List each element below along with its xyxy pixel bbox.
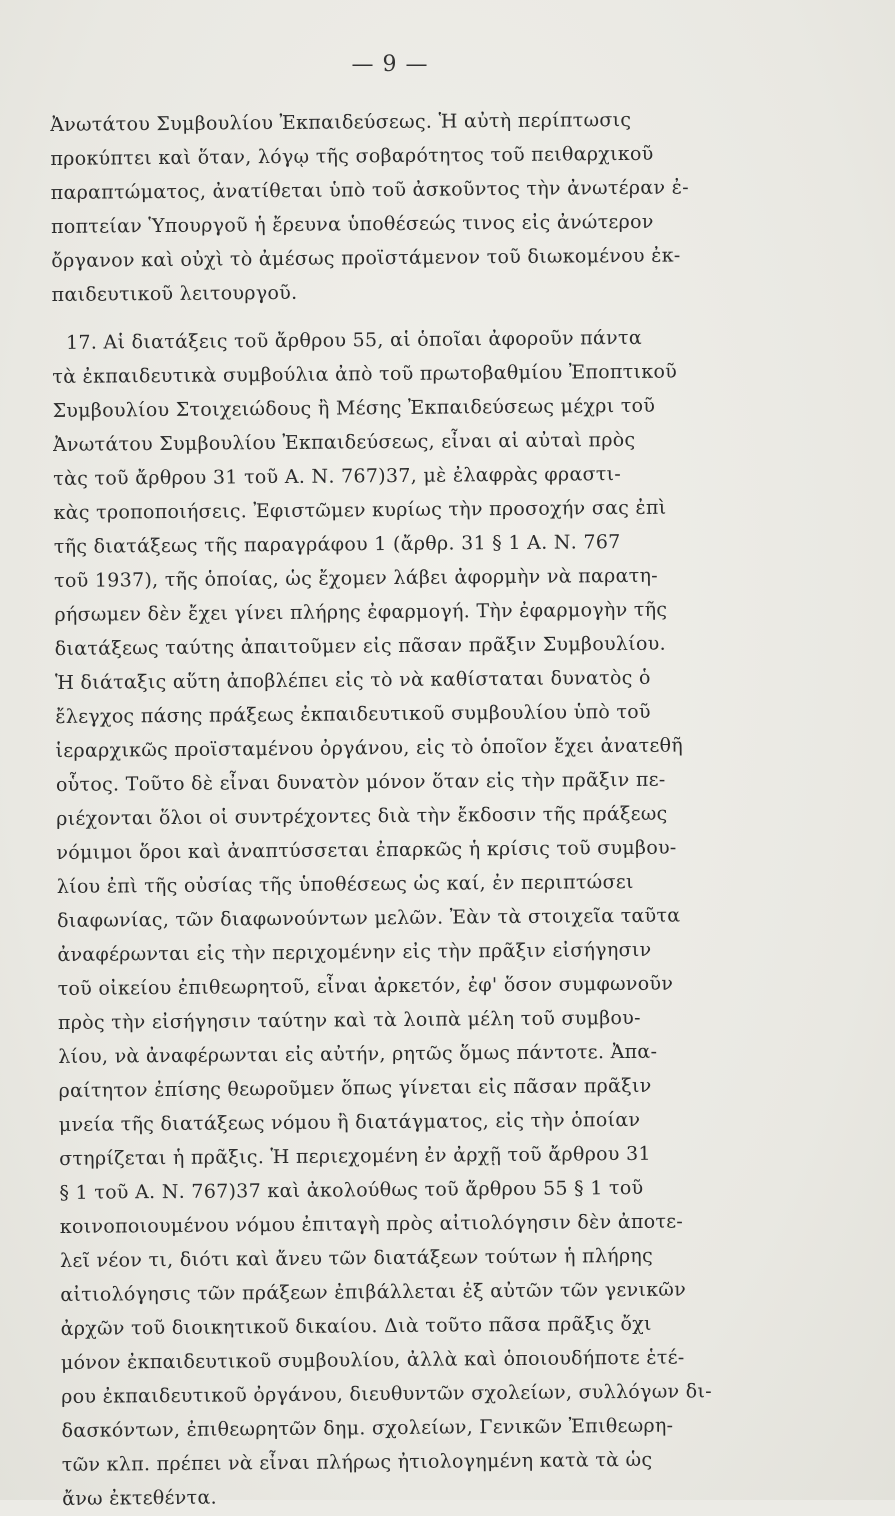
text-line: ραίτητον ἐπίσης θεωροῦμεν ὅπως γίνεται εἰς πᾶσαν πρᾶξιν (58, 1074, 652, 1102)
text-line: δασκόντων, ἐπιθεωρητῶν δημ. σχολείων, Γενικῶν Ἐπιθεωρη- (61, 1414, 674, 1442)
text-line: μνεία τῆς διατάξεως νόμου ἢ διατάγματος, εἰς τὴν ὁποίαν (58, 1108, 641, 1136)
text-line: ριέχονται ὅλοι οἱ συντρέχοντες διὰ τὴν ἔκδοσιν τῆς πράξεως (56, 802, 668, 830)
text-line: παιδευτικοῦ λειτουργοῦ. (51, 281, 298, 306)
text-line: Συμβουλίου Στοιχειώδους ἢ Μέσης Ἐκπαιδεύσεως μέχρι τοῦ (52, 394, 656, 422)
text-line: λίου ἐπὶ τῆς οὐσίας τῆς ὑποθέσεως ὡς καί, ἐν περιπτώσει (56, 870, 634, 898)
text-line: τοῦ οἰκείου ἐπιθεωρητοῦ, εἶναι ἀρκετόν, ἐφ' ὅσον συμφωνοῦν (57, 972, 674, 1000)
text-line: παραπτώματος, ἀνατίθεται ὑπὸ τοῦ ἀσκοῦντος τὴν ἀνωτέραν ἐ- (50, 176, 689, 204)
text-line: Ἡ διάταξις αὕτη ἀποβλέπει εἰς τὸ νὰ καθίσταται δυνατὸς ὁ (54, 666, 651, 694)
text-line: τῆς διατάξεως τῆς παραγράφου 1 (ἄρθρ. 31 § 1 Α. Ν. 767 (53, 531, 621, 558)
text-line: Ἀνωτάτου Συμβουλίου Ἐκπαιδεύσεως, εἶναι αἱ αὐταὶ πρὸς (52, 428, 636, 456)
text-line: ἱεραρχικῶς προϊσταμένου ὀργάνου, εἰς τὸ ὁποῖον ἔχει ἀνατεθῆ (55, 734, 684, 762)
text-line: § 1 τοῦ Α. Ν. 767)37 καὶ ἀκολούθως τοῦ ἄρθρου 55 § 1 τοῦ (59, 1176, 644, 1204)
text-line: 17. Αἱ διατάξεις τοῦ ἄρθρου 55, αἱ ὁποῖαι ἀφοροῦν πάντα (65, 326, 643, 354)
text-line: στηρίζεται ἡ πρᾶξις. Ἡ περιεχομένη ἐν ἀρχῇ τοῦ ἄρθρου 31 (59, 1142, 651, 1170)
text-line: πρὸς τὴν εἰσήγησιν ταύτην καὶ τὰ λοιπὰ μέλη τοῦ συμβου- (57, 1006, 641, 1034)
body-text (50, 102, 782, 1516)
text-line: ἀρχῶν τοῦ διοικητικοῦ δικαίου. Διὰ τοῦτο πᾶσα πρᾶξις ὄχι (60, 1312, 652, 1340)
text-line: διατάξεως ταύτης ἀπαιτοῦμεν εἰς πᾶσαν πρᾶξιν Συμβουλίου. (54, 632, 666, 660)
text-line: ποπτείαν Ὑπουργοῦ ἡ ἔρευνα ὑποθέσεώς τινος εἰς ἀνώτερον (50, 210, 654, 238)
text-line: τοῦ 1937), τῆς ὁποίας, ὡς ἔχομεν λάβει ἀφορμὴν νὰ παρατη- (54, 564, 659, 592)
text-line: αἰτιολόγησις τῶν πράξεων ἐπιβάλλεται ἐξ αὐτῶν τῶν γενικῶν (60, 1278, 687, 1306)
text-line: ἔλεγχος πάσης πράξεως ἐκπαιδευτικοῦ συμβουλίου ὑπὸ τοῦ (55, 700, 651, 728)
text-line: μόνον ἐκπαιδευτικοῦ συμβουλίου, ἀλλὰ καὶ ὁποιουδήποτε ἑτέ- (60, 1346, 685, 1374)
text-line: νόμιμοι ὅροι καὶ ἀναπτύσσεται ἐπαρκῶς ἡ κρίσις τοῦ συμβου- (56, 836, 677, 864)
text-line: τὰ ἐκπαιδευτικὰ συμβούλια ἀπὸ τοῦ πρωτοβαθμίου Ἐποπτικοῦ (52, 360, 678, 388)
text-line: Ἀνωτάτου Συμβουλίου Ἐκπαιδεύσεως. Ἡ αὐτὴ περίπτωσις (50, 108, 632, 136)
text-line: τὰς τοῦ ἄρθρου 31 τοῦ Α. Ν. 767)37, μὲ ἐλαφρὰς φραστι- (53, 463, 622, 490)
text-line: ὄργανον καὶ οὐχὶ τὸ ἀμέσως προϊστάμενον τοῦ διωκομένου ἐκ- (51, 244, 681, 272)
text-line: λίου, νὰ ἀναφέρωνται εἰς αὐτήν, ρητῶς ὅμως πάντοτε. Ἀπα- (58, 1040, 658, 1068)
paragraph (52, 320, 782, 1516)
paragraph (50, 102, 772, 312)
text-line: τῶν κλπ. πρέπει νὰ εἶναι πλήρως ἠτιολογημένη κατὰ τὰ ὡς (61, 1448, 653, 1476)
text-line: κοινοποιουμένου νόμου ἐπιταγὴ πρὸς αἰτιολόγησιν δὲν ἀποτε- (59, 1210, 684, 1238)
text-line: ρήσωμεν δὲν ἔχει γίνει πλήρης ἐφαρμογή. Τὴν ἐφαρμογὴν τῆς (54, 598, 668, 626)
text-line: λεῖ νέον τι, διότι καὶ ἄνευ τῶν διατάξεων τούτων ἡ πλήρης (59, 1244, 654, 1272)
text-line: ἄνω ἐκτεθέντα. (62, 1486, 217, 1510)
text-line: προκύπτει καὶ ὅταν, λόγῳ τῆς σοβαρότητος τοῦ πειθαρχικοῦ (50, 142, 654, 170)
text-line: διαφωνίας, τῶν διαφωνούντων μελῶν. Ἐὰν τὰ στοιχεῖα ταῦτα (56, 904, 681, 932)
text-line: κὰς τροποποιήσεις. Ἐφιστῶμεν κυρίως τὴν προσοχήν σας ἐπὶ (53, 496, 667, 524)
text-line: ρου ἐκπαιδευτικοῦ ὀργάνου, διευθυντῶν σχολείων, συλλόγων δι- (61, 1380, 713, 1408)
page-number: — 9 — (351, 52, 429, 77)
text-line: ἀναφέρωνται εἰς τὴν περιχομένην εἰς τὴν πρᾶξιν εἰσήγησιν (57, 938, 652, 966)
text-line: οὗτος. Τοῦτο δὲ εἶναι δυνατὸν μόνον ὅταν εἰς τὴν πρᾶξιν πε- (55, 768, 666, 796)
